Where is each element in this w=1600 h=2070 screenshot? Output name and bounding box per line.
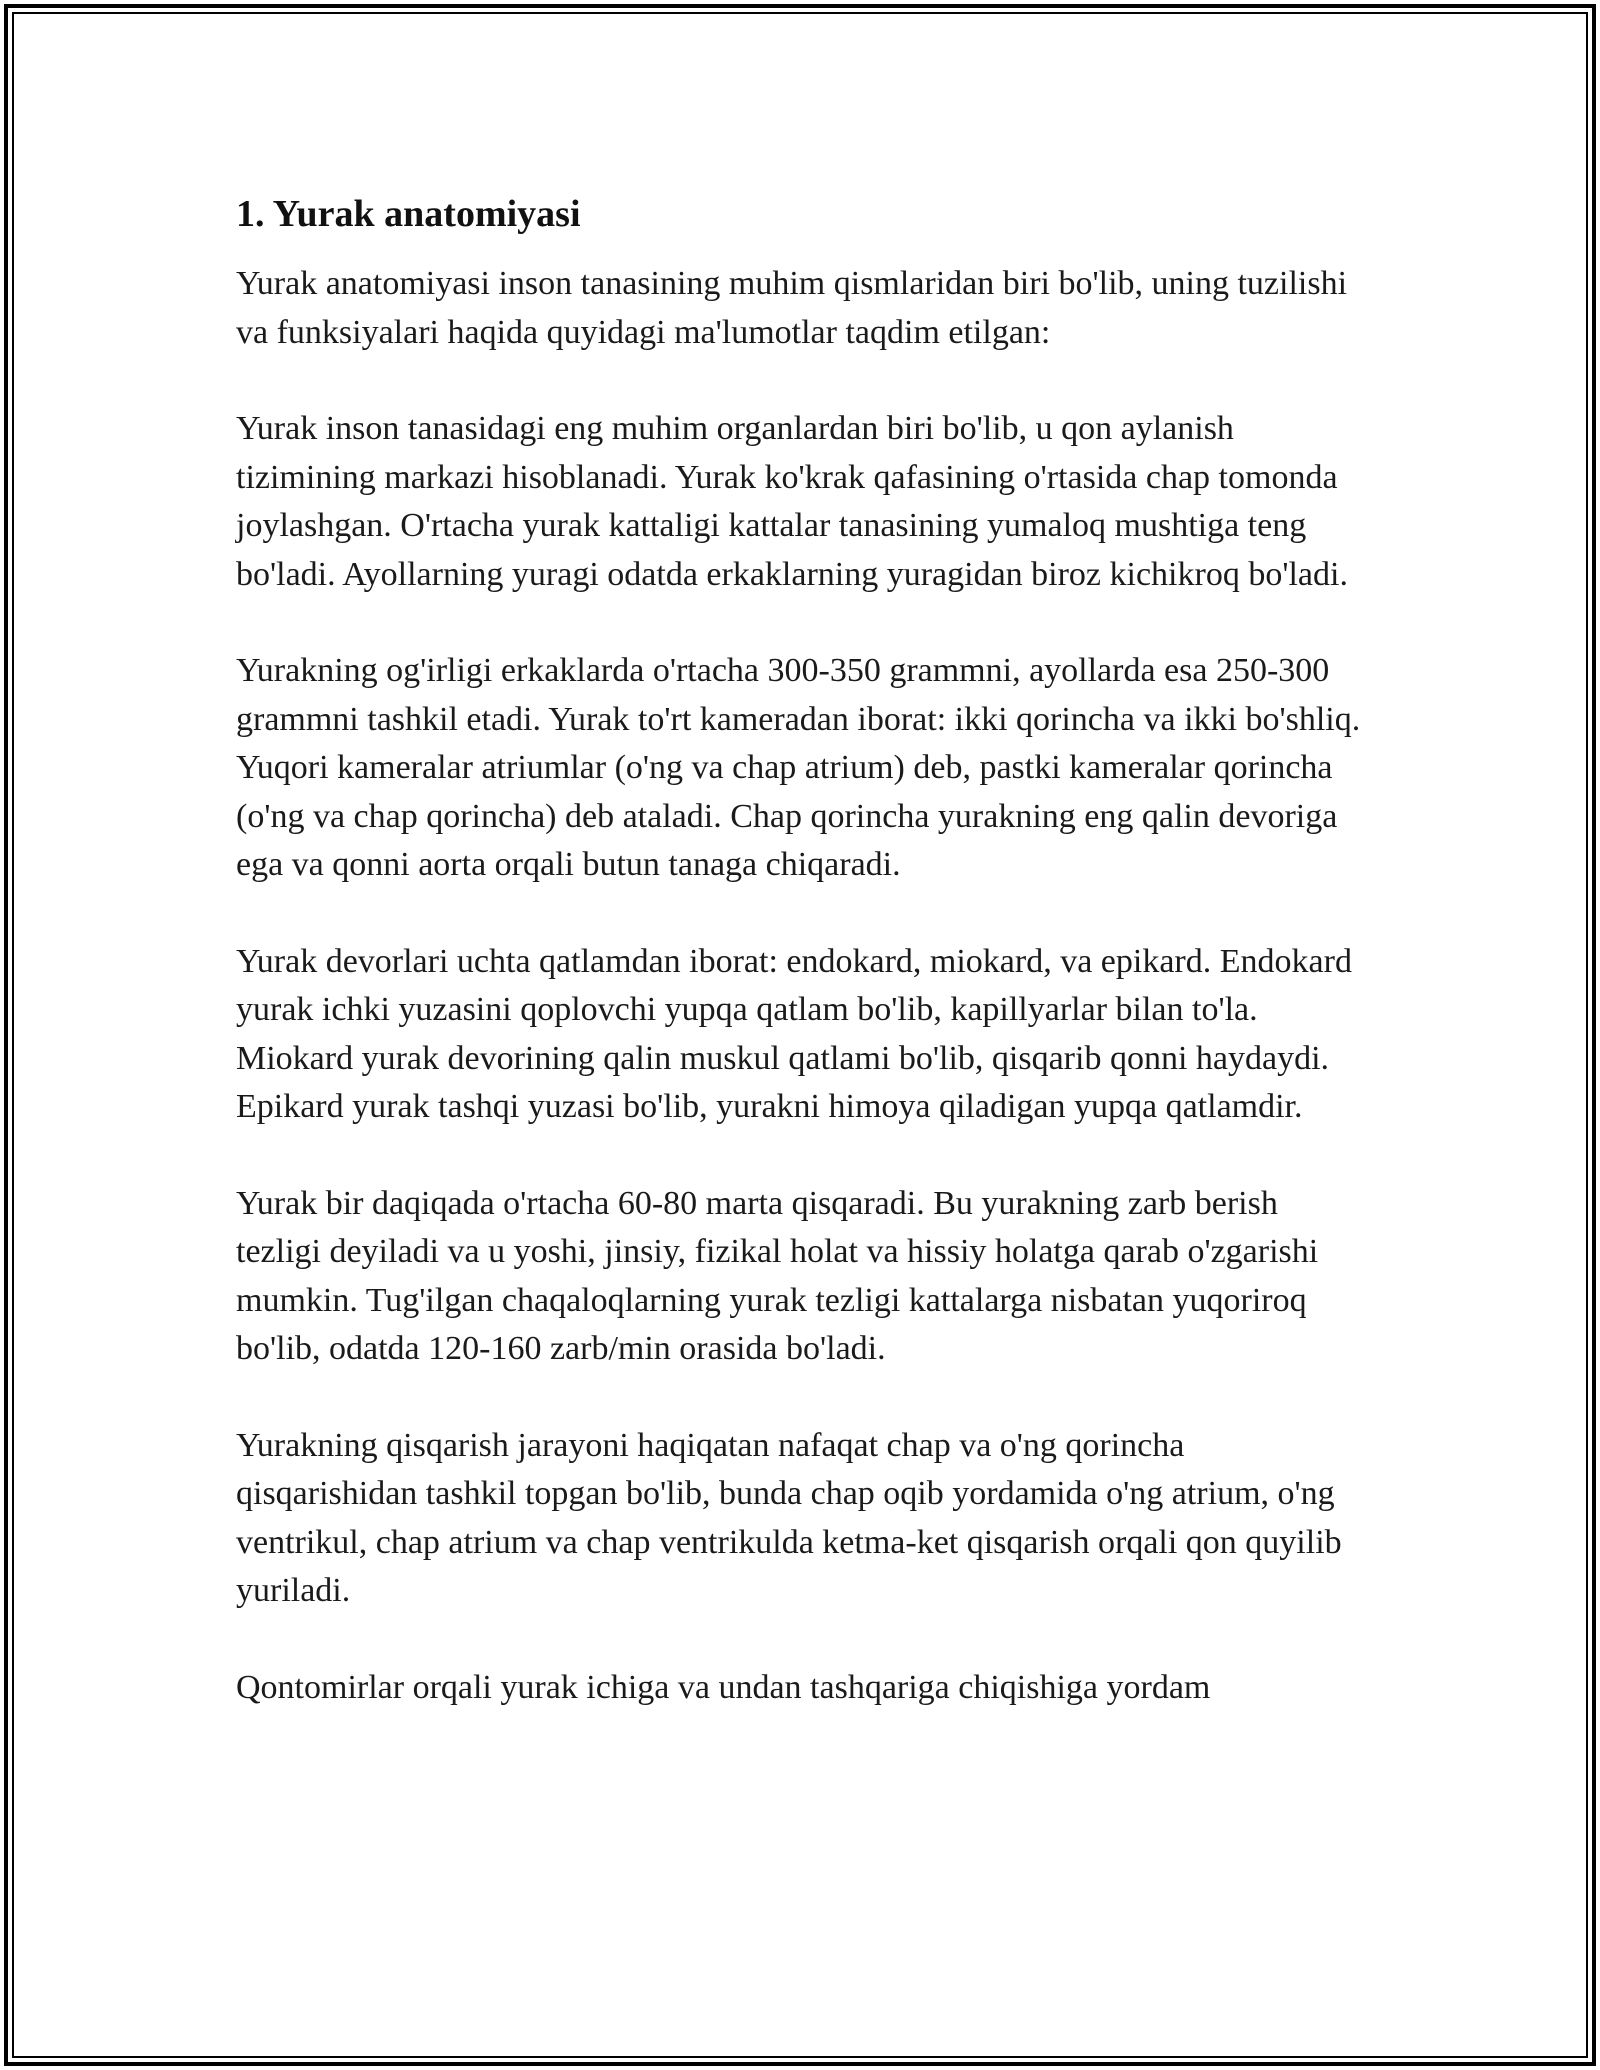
paragraph-intro: Yurak anatomiyasi inson tanasining muhim qismlaridan biri bo'lib, uning tuzilishi va funksiyalari haqida quyidagi ma'lumotlar taqdim etilgan: (236, 265, 1348, 351)
paragraph-contraction: Yurakning qisqarish jarayoni haqiqatan nafaqat chap va o'ng qorincha qisqarishidan tashkil topgan bo'lib, bunda chap oqib yordamida o'ng atrium, o'ng ventrikul, chap atrium va chap ventrikulda ketma-ket qisqarish orqali qon quyilib yuriladi. (236, 1426, 1342, 1609)
paragraph-vessels: Qontomirlar orqali yurak ichiga va undan tashqariga chiqishiga yordam (236, 1668, 1211, 1706)
paragraph-location: Yurak inson tanasidagi eng muhim organlardan biri bo'lib, u qon aylanish tizimining markazi hisoblanadi. Yurak ko'krak qafasining o'rtasida chap tomonda joylashgan. O'rtacha yurak kattaligi kattalar tanasining yumaloq mushtiga teng bo'ladi. Ayollarning yuragi odatda erkaklarning yuragidan biroz kichikroq bo'ladi. (236, 410, 1348, 593)
document-body (236, 188, 1371, 1760)
paragraph-chambers: Yurakning og'irligi erkaklarda o'rtacha 300-350 grammni, ayollarda esa 250-300 grammni tashkil etadi. Yurak to'rt kameradan iborat: ikki qorincha va ikki bo'shliq. Yuqori kameralar atriumlar (o'ng va chap atrium) deb, pastki kameralar qorincha (o'ng va chap qorincha) deb ataladi. Chap qorincha yurakning eng qalin devoriga ega va qonni aorta orqali butun tanaga chiqaradi. (236, 652, 1361, 883)
paragraph-walls: Yurak devorlari uchta qatlamdan iborat: endokard, miokard, va epikard. Endokard yurak ichki yuzasini qoplovchi yupqa qatlam bo'lib, kapillyarlar bilan to'la. Miokard yurak devorining qalin muskul qatlami bo'lib, qisqarib qonni haydaydi. Epikard yurak tashqi yuzasi bo'lib, yurakni himoya qiladigan yupqa qatlamdir. (236, 942, 1352, 1125)
paragraph-heart-rate: Yurak bir daqiqada o'rtacha 60-80 marta qisqaradi. Bu yurakning zarb berish tezligi deyiladi va u yoshi, jinsiy, fizikal holat va hissiy holatga qarab o'zgarishi mumkin. Tug'ilgan chaqaloqlarning yurak tezligi kattalarga nisbatan yuqoriroq bo'lib, odatda 120-160 zarb/min orasida bo'ladi. (236, 1184, 1319, 1367)
section-heading: 1. Yurak anatomiyasi (236, 193, 581, 235)
